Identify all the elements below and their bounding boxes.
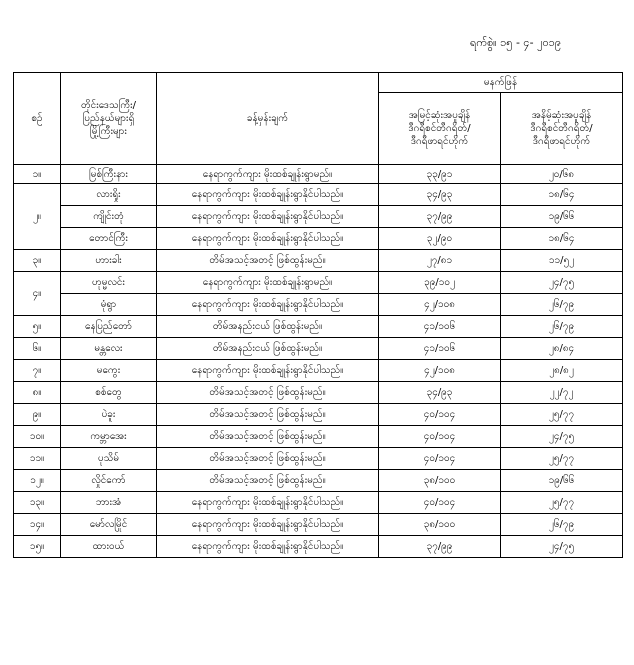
- row-max-temp: ၃၈/၁၀၀: [379, 470, 501, 492]
- row-city: ကျိုင်းတုံ: [61, 206, 157, 228]
- table-row: [14, 184, 623, 206]
- row-min-temp: ၁၁/၅၂: [501, 250, 623, 272]
- header-region: တိုင်းဒေသကြီး/ ပြည်နယ်များရှိ မြို့ကြီးများ: [61, 73, 157, 165]
- row-city: ပဲခူး: [61, 404, 157, 426]
- row-min-temp: ၂၄/၇၅: [501, 272, 623, 294]
- row-city: မန္တလေး: [61, 338, 157, 360]
- table-row: [14, 316, 623, 338]
- row-forecast: နေရာကွက်ကျား မိုးထစ်ချုန်းရွာမည်။: [157, 272, 379, 294]
- row-forecast: နေရာကွက်ကျား မိုးထစ်ချုန်းရွာနိုင်ပါသည်။: [157, 206, 379, 228]
- row-max-temp: ၃၇/၉၉: [379, 536, 501, 558]
- row-forecast: တိမ်အနည်းငယ် ဖြစ်ထွန်းမည်။: [157, 316, 379, 338]
- row-max-temp: ၃၄/၉၃: [379, 184, 501, 206]
- row-city: လှိုင်ကော်: [61, 470, 157, 492]
- row-forecast: တိမ်အသင့်အတင့် ဖြစ်ထွန်းမည်။: [157, 404, 379, 426]
- row-max-temp: ၃၄/၉၃: [379, 382, 501, 404]
- table-row: [14, 382, 623, 404]
- row-city: ပုသိမ်: [61, 448, 157, 470]
- row-min-temp: ၁၈/၆၄: [501, 228, 623, 250]
- table-row: [14, 228, 623, 250]
- row-city: ဟုမ္မလင်း: [61, 272, 157, 294]
- header-min-temp: အနိမ့်ဆုံးအပူချိန် ဒီဂရီစင်တီဂရိတ်/ ဒီဂရီဖာရင်ဟိုက်: [501, 93, 623, 165]
- row-no: ၆။: [14, 338, 61, 360]
- row-no: ၁၁။: [14, 448, 61, 470]
- row-max-temp: ၃၉/၁၀၂: [379, 272, 501, 294]
- row-min-temp: ၂၆/၇၉: [501, 514, 623, 536]
- row-forecast: တိမ်အသင့်အတင့် ဖြစ်ထွန်းမည်။: [157, 250, 379, 272]
- row-min-temp: ၂၂/၇၂: [501, 382, 623, 404]
- table-row: [14, 492, 623, 514]
- row-forecast: နေရာကွက်ကျား မိုးထစ်ချုန်းရွာနိုင်ပါသည်။: [157, 228, 379, 250]
- row-city: ကမ္ဘာအေး: [61, 426, 157, 448]
- row-max-temp: ၄၀/၁၀၄: [379, 492, 501, 514]
- row-min-temp: ၂၆/၇၉: [501, 294, 623, 316]
- row-min-temp: ၂၅/၇၇: [501, 404, 623, 426]
- row-max-temp: ၃၈/၁၀၀: [379, 514, 501, 536]
- table-row: [14, 404, 623, 426]
- row-forecast: နေရာကွက်ကျား မိုးထစ်ချုန်းရွာနိုင်ပါသည်။: [157, 492, 379, 514]
- row-no: ၅။: [14, 316, 61, 338]
- table-row: [14, 272, 623, 294]
- row-city: ဟားခါး: [61, 250, 157, 272]
- row-min-temp: ၂၄/၇၅: [501, 536, 623, 558]
- row-no: ၉။: [14, 404, 61, 426]
- row-max-temp: ၄၁/၁၀၆: [379, 338, 501, 360]
- row-no: ၄။: [14, 272, 61, 316]
- row-max-temp: ၄၂/၁၀၈: [379, 294, 501, 316]
- table-row: [14, 426, 623, 448]
- row-no: ၇။: [14, 360, 61, 382]
- header-forecast: ခန့်မှန်းချက်: [157, 73, 379, 165]
- table-row: [14, 206, 623, 228]
- row-city: မော်လမြိုင်: [61, 514, 157, 536]
- row-forecast: တိမ်အသင့်အတင့် ဖြစ်ထွန်းမည်။: [157, 448, 379, 470]
- row-no: ၁၀။: [14, 426, 61, 448]
- header-no: စဉ်: [14, 73, 61, 165]
- row-city: မကွေး: [61, 360, 157, 382]
- row-min-temp: ၂၅/၇၇: [501, 492, 623, 514]
- table-row: [14, 165, 623, 184]
- row-city: ဘားအံ: [61, 492, 157, 514]
- header-tomorrow: မနက်ဖြန်: [379, 73, 623, 93]
- row-min-temp: ၂၄/၇၅: [501, 426, 623, 448]
- row-no: ၃။: [14, 250, 61, 272]
- row-max-temp: ၃၃/၉၁: [379, 165, 501, 184]
- table-row: [14, 536, 623, 558]
- row-min-temp: ၁၉/၆၆: [501, 206, 623, 228]
- row-min-temp: ၂၀/၆၈: [501, 165, 623, 184]
- row-min-temp: ၁၈/၆၄: [501, 184, 623, 206]
- table-row: [14, 294, 623, 316]
- row-no: ၁၂။: [14, 470, 61, 492]
- row-min-temp: ၂၅/၇၇: [501, 448, 623, 470]
- row-city: စစ်တွေ: [61, 382, 157, 404]
- table-row: [14, 250, 623, 272]
- row-city: မုံရွာ: [61, 294, 157, 316]
- row-forecast: နေရာကွက်ကျား မိုးထစ်ချုန်းရွာနိုင်ပါသည်။: [157, 294, 379, 316]
- row-forecast: တိမ်အသင့်အတင့် ဖြစ်ထွန်းမည်။: [157, 382, 379, 404]
- row-forecast: တိမ်အသင့်အတင့် ဖြစ်ထွန်းမည်။: [157, 426, 379, 448]
- row-min-temp: ၂၆/၇၉: [501, 316, 623, 338]
- row-forecast: တိမ်အသင့်အတင့် ဖြစ်ထွန်းမည်။: [157, 470, 379, 492]
- row-forecast: နေရာကွက်ကျား မိုးထစ်ချုန်းရွာနိုင်ပါသည်။: [157, 184, 379, 206]
- row-max-temp: ၃၂/၉၀: [379, 228, 501, 250]
- header-max-temp: အမြင့်ဆုံးအပူချိန် ဒီဂရီစင်တီဂရိတ်/ ဒီဂရီဖာရင်ဟိုက်: [379, 93, 501, 165]
- weather-forecast-table: [13, 72, 623, 558]
- row-max-temp: ၃၇/၉၉: [379, 206, 501, 228]
- row-no: ၁၅။: [14, 536, 61, 558]
- row-city: မြစ်ကြီးနား: [61, 165, 157, 184]
- row-max-temp: ၄၀/၁၀၄: [379, 426, 501, 448]
- table-row: [14, 514, 623, 536]
- row-min-temp: ၂၈/၈၂: [501, 360, 623, 382]
- row-max-temp: ၄၂/၁၀၈: [379, 360, 501, 382]
- table-row: [14, 470, 623, 492]
- table-row: [14, 448, 623, 470]
- row-forecast: နေရာကွက်ကျား မိုးထစ်ချုန်းရွာမည်။: [157, 165, 379, 184]
- table-row: [14, 360, 623, 382]
- row-max-temp: ၄၀/၁၀၄: [379, 404, 501, 426]
- row-city: ထားဝယ်: [61, 536, 157, 558]
- row-max-temp: ၄၁/၁၀၆: [379, 316, 501, 338]
- row-no: ၂။: [14, 184, 61, 250]
- row-forecast: နေရာကွက်ကျား မိုးထစ်ချုန်းရွာနိုင်ပါသည်။: [157, 360, 379, 382]
- row-city: လားရှိုး: [61, 184, 157, 206]
- row-min-temp: ၂၈/၈၄: [501, 338, 623, 360]
- row-no: ၁၃။: [14, 492, 61, 514]
- row-max-temp: ၂၇/၈၁: [379, 250, 501, 272]
- table-row: [14, 338, 623, 360]
- row-forecast: တိမ်အနည်းငယ် ဖြစ်ထွန်းမည်။: [157, 338, 379, 360]
- row-min-temp: ၁၉/၆၆: [501, 470, 623, 492]
- row-city: တောင်ကြီး: [61, 228, 157, 250]
- row-forecast: နေရာကွက်ကျား မိုးထစ်ချုန်းရွာနိုင်ပါသည်။: [157, 514, 379, 536]
- row-no: ၁၄။: [14, 514, 61, 536]
- row-no: ၁။: [14, 165, 61, 184]
- report-date: ရက်စွဲ။ ၁၅ - ၄- ၂၀၁၉: [470, 36, 562, 49]
- row-forecast: နေရာကွက်ကျား မိုးထစ်ချုန်းရွာနိုင်ပါသည်။: [157, 536, 379, 558]
- row-no: ၈။: [14, 382, 61, 404]
- row-max-temp: ၄၀/၁၀၄: [379, 448, 501, 470]
- row-city: နေပြည်တော်: [61, 316, 157, 338]
